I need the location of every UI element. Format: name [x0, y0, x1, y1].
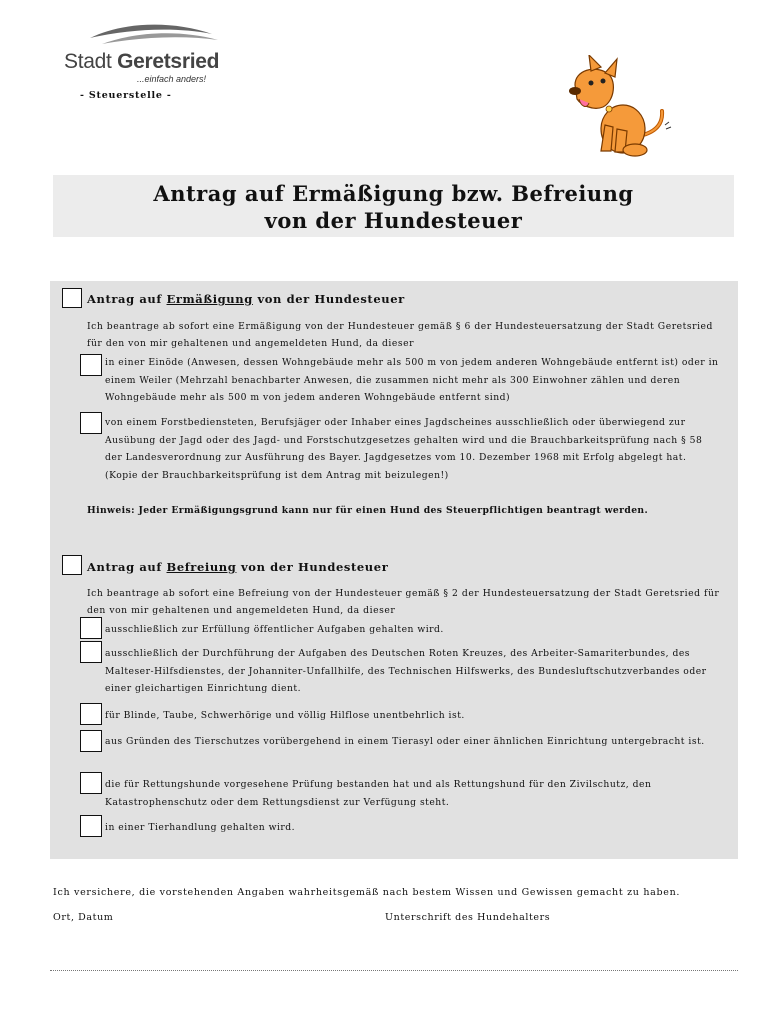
confirmation-text: Ich versichere, die vorstehenden Angaben wahrheitsgemäß nach bestem Wissen und Gewissen gemacht zu haben. [53, 887, 681, 898]
city-logo [62, 22, 222, 92]
logo-tagline: ...einfach anders! [137, 74, 207, 84]
reduction-checkbox[interactable] [62, 288, 82, 308]
reduction-intro: Ich beantrage ab sofort eine Ermäßigung von der Hundesteuer gemäß § 6 der Hundesteuersatzung der Stadt Geretsried für den von mir gehaltenen und angemeldeten Hund, da dieser [87, 321, 713, 349]
form-title-line1: Antrag auf Ermäßigung bzw. Befreiung [153, 181, 634, 206]
title-box [53, 175, 734, 237]
reduction-option-checkbox-2[interactable] [80, 412, 102, 434]
exemption-option-checkbox-4[interactable] [80, 730, 102, 752]
logo-wordmark: Stadt Geretsried [64, 50, 220, 73]
reduction-option-checkbox-1[interactable] [80, 354, 102, 376]
dog-illustration-icon [565, 55, 675, 160]
reduction-note: Hinweis: Jeder Ermäßigungsgrund kann nur für einen Hund des Steuerpflichtigen beantragt werden. [87, 505, 649, 516]
exemption-option-checkbox-3[interactable] [80, 703, 102, 725]
form-title-line2: von der Hundesteuer [264, 208, 523, 233]
exemption-option-checkbox-2[interactable] [80, 641, 102, 663]
exemption-option-checkbox-1[interactable] [80, 617, 102, 639]
exemption-option-4: aus Gründen des Tierschutzes vorübergehend in einem Tierasyl oder einer ähnlichen Einrichtung untergebracht ist. [105, 736, 705, 747]
exemption-option-6: in einer Tierhandlung gehalten wird. [105, 822, 296, 833]
exemption-option-checkbox-5[interactable] [80, 772, 102, 794]
department-label: - Steuerstelle - [80, 90, 172, 101]
exemption-intro: Ich beantrage ab sofort eine Befreiung von der Hundesteuer gemäß § 2 der Hundesteuersatzung der Stadt Geretsried für den von mir gehaltenen und angemeldeten Hund, da dieser [87, 588, 720, 616]
reduction-heading: Antrag auf Ermäßigung von der Hundesteuer [87, 292, 405, 306]
reduction-option-2: von einem Forstbediensteten, Berufsjäger oder Inhaber eines Jagdscheines ausschließlich oder überwiegend zur Ausübung der Jagd oder des Jagd- und Forstschutzgesetzes gehalten wird und die Brauchbarkeitsprüfung nach § 58 der Landesverordnung zur Ausführung des Bayer. Jagdgesetzes vom 10. Dezember 1968 mit Erfolg abgelegt hat. (Kopie der Brauchbarkeitsprüfung ist dem Antrag mit beizulegen!) [105, 417, 703, 481]
signature-label: Unterschrift des Hundehalters [385, 912, 551, 923]
form-title [53, 180, 734, 234]
logo-swoosh-icon [62, 22, 222, 52]
exemption-checkbox[interactable] [62, 555, 82, 575]
exemption-heading: Antrag auf Befreiung von der Hundesteuer [87, 560, 389, 574]
exemption-option-1: ausschließlich zur Erfüllung öffentlicher Aufgaben gehalten wird. [105, 624, 444, 635]
signature-line [50, 970, 738, 971]
place-date-label: Ort, Datum [53, 912, 114, 923]
exemption-option-checkbox-6[interactable] [80, 815, 102, 837]
reduction-option-1: in einer Einöde (Anwesen, dessen Wohngebäude mehr als 500 m von jedem anderen Wohngebäude entfernt ist) oder in einem Weiler (Mehrzahl benachbarter Anwesen, die zusammen nicht mehr als 300 Einwohner zählen und deren Wohngebäude mehr als 500 m von jedem anderen Wohngebäude entfernt sind) [105, 357, 719, 403]
exemption-option-2: ausschließlich der Durchführung der Aufgaben des Deutschen Roten Kreuzes, des Arbeiter-Samariterbundes, des Malteser-Hilfsdienstes, der Johanniter-Unfallhilfe, des Technischen Hilfswerks, des Bundesluftschutzverbandes oder einer gleichartigen Einrichtung dient. [105, 648, 707, 694]
exemption-option-3: für Blinde, Taube, Schwerhörige und völlig Hilflose unentbehrlich ist. [105, 710, 465, 721]
exemption-option-5: die für Rettungshunde vorgesehene Prüfung bestanden hat und als Rettungshund für den Zivilschutz, den Katastrophenschutz oder dem Rettungsdienst zur Verfügung steht. [105, 779, 652, 808]
